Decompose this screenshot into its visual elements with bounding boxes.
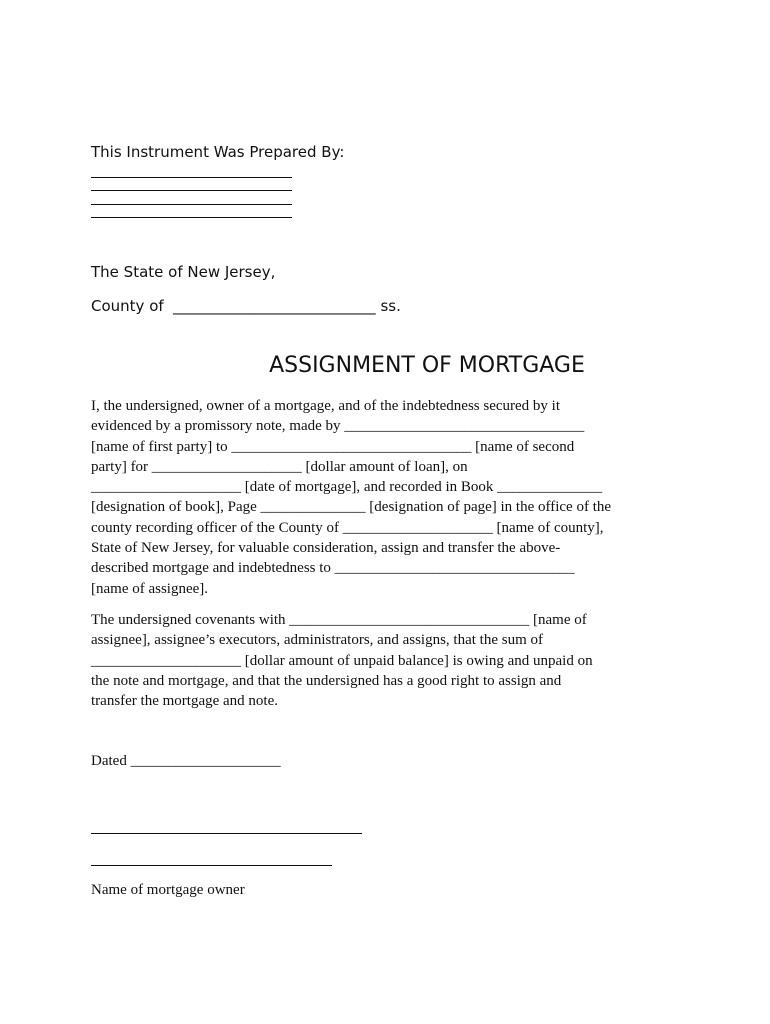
prepared-by-label: This Instrument Was Prepared By: <box>91 143 345 161</box>
printed-name-line <box>91 865 332 866</box>
paragraph-line: I, the undersigned, owner of a mortgage, and of the indebtedness secured by it <box>91 398 561 414</box>
paragraph-line: transfer the mortgage and note. <box>91 693 279 710</box>
paragraph-line: The undersigned covenants with ________________________________ [name of <box>91 612 587 628</box>
paragraph-line: [name of first party] to ________________________________ [name of second <box>91 438 575 455</box>
paragraph-line: county recording officer of the County of ____________________ [name of county], <box>91 519 604 536</box>
paragraph-line: [designation of book], Page ______________ [designation of page] in the office of the <box>91 499 612 516</box>
prepared-by-line-2 <box>91 190 292 191</box>
county-line: County of ___________________________ ss. <box>91 297 401 315</box>
paragraph-line: [name of assignee]. <box>91 580 209 597</box>
paragraph-line: described mortgage and indebtedness to ________________________________ <box>91 560 575 577</box>
paragraph-line: ____________________ [dollar amount of unpaid balance] is owing and unpaid on <box>91 652 593 669</box>
covenant-paragraph <box>91 610 631 711</box>
state-line: The State of New Jersey, <box>91 263 276 281</box>
paragraph-line: evidenced by a promissory note, made by ________________________________ <box>91 418 585 435</box>
paragraph-line: the note and mortgage, and that the undersigned has a good right to assign and <box>91 672 562 689</box>
paragraph-line: party] for ____________________ [dollar amount of loan], on <box>91 458 468 475</box>
prepared-by-line-1 <box>91 177 292 178</box>
document-title: ASSIGNMENT OF MORTGAGE <box>269 353 585 378</box>
dated-line: Dated ____________________ <box>91 753 281 769</box>
prepared-by-line-4 <box>91 217 292 218</box>
signature-line <box>91 833 362 834</box>
paragraph-line: ____________________ [date of mortgage], and recorded in Book ______________ <box>91 479 603 496</box>
assignment-paragraph <box>91 396 631 599</box>
paragraph-line: assignee], assignee’s executors, administrators, and assigns, that the sum of <box>91 632 543 649</box>
mortgage-owner-label: Name of mortgage owner <box>91 882 245 898</box>
prepared-by-line-3 <box>91 204 292 205</box>
paragraph-line: State of New Jersey, for valuable consideration, assign and transfer the above- <box>91 540 561 557</box>
